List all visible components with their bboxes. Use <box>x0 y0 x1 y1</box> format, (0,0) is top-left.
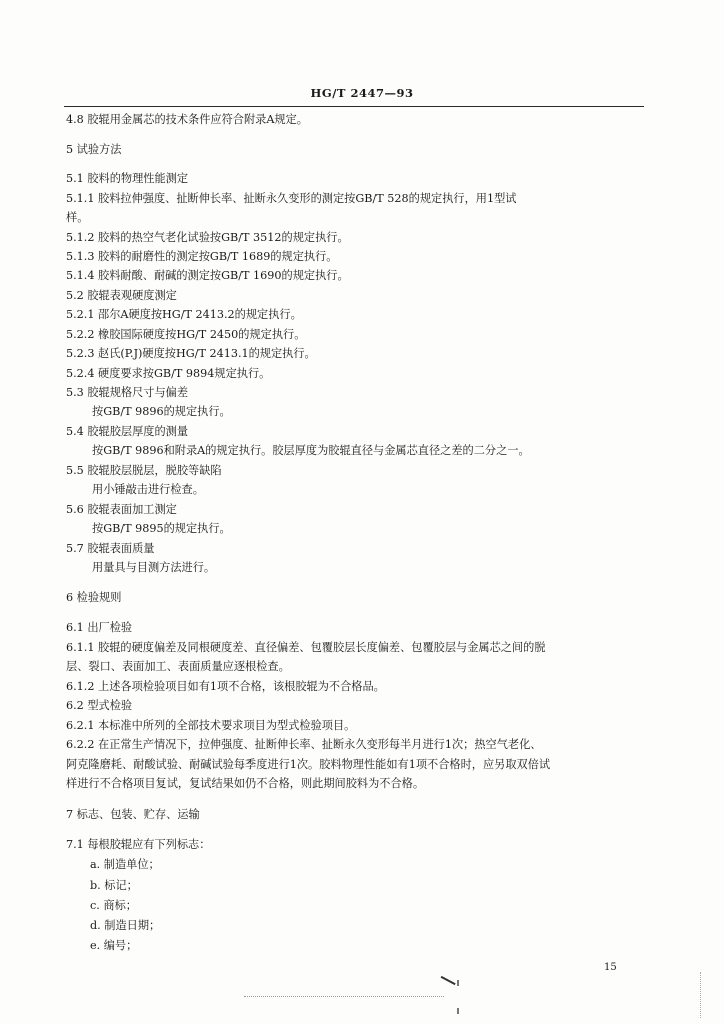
text-line: 按GB/T 9896和附录A的规定执行。胶层厚度为胶辊直径与金属芯直径之差的二分之一。 <box>92 444 530 457</box>
text-line: 5.1 胶料的物理性能测定 <box>66 172 189 185</box>
text-line: 6.1.1 胶辊的硬度偏差及同根硬度差、直径偏差、包覆胶层长度偏差、包覆胶层与金属芯之间的脱 <box>66 641 546 654</box>
page-number: 15 <box>604 962 617 973</box>
text-line: 5.3 胶辊规格尺寸与偏差 <box>66 386 189 399</box>
text-line: 6.2 型式检验 <box>66 699 133 712</box>
text-line: 6.2.1 本标准中所列的全部技术要求项目为型式检验项目。 <box>66 719 356 732</box>
section-heading: 6 检验规则 <box>66 591 122 604</box>
scan-edge <box>700 972 711 1018</box>
text-line: 用量具与目测方法进行。 <box>92 561 216 574</box>
text-line: 5.5 胶辊胶层脱层，脱胶等缺陷 <box>66 464 222 477</box>
text-line: 5.6 胶辊表面加工测定 <box>66 503 177 516</box>
text-line: 5.2.1 邵尔A硬度按HG/T 2413.2的规定执行。 <box>66 308 302 321</box>
page-header: HG/T 2447—93 <box>310 86 414 100</box>
text-line: 5.1.3 胶料的耐磨性的测定按GB/T 1689的规定执行。 <box>66 250 338 263</box>
list-item: a. 制造单位； <box>90 858 160 871</box>
text-line: 阿克隆磨耗、耐酸试验、耐碱试验每季度进行1次。胶料物理性能如有1项不合格时，应另取双倍试 <box>66 758 551 771</box>
list-item: b. 标记； <box>90 879 138 892</box>
section-heading: 5 试验方法 <box>66 143 122 156</box>
section-heading: 7 标志、包装、贮存、运输 <box>66 808 200 821</box>
text-line: 6.2.2 在正常生产情况下，拉伸强度、扯断伸长率、扯断永久变形每半月进行1次；热空气老化、 <box>66 738 542 751</box>
scan-tick <box>457 1008 459 1014</box>
text-line: 5.2.3 赵氏(P.J)硬度按HG/T 2413.1的规定执行。 <box>66 347 316 360</box>
header-rule <box>64 106 644 107</box>
text-line: 6.1.2 上述各项检验项目如有1项不合格，该根胶辊为不合格品。 <box>66 680 385 693</box>
text-line: 5.1.4 胶料耐酸、耐碱的测定按GB/T 1690的规定执行。 <box>66 269 349 282</box>
scan-dotted-line <box>244 996 444 997</box>
text-line: 5.1.2 胶料的热空气老化试验按GB/T 3512的规定执行。 <box>66 231 349 244</box>
text-line: 5.7 胶辊表面质量 <box>66 542 155 555</box>
text-line: 按GB/T 9896的规定执行。 <box>92 405 231 418</box>
list-item: e. 编号； <box>90 939 138 952</box>
text-line: 按GB/T 9895的规定执行。 <box>92 522 231 535</box>
list-item: d. 制造日期； <box>90 919 161 932</box>
text-line: 5.2 胶辊表观硬度测定 <box>66 289 177 302</box>
text-line: 层、裂口、表面加工、表面质量应逐根检查。 <box>66 660 290 673</box>
text-line: 5.2.2 橡胶国际硬度按HG/T 2450的规定执行。 <box>66 328 306 341</box>
text-line: 5.2.4 硬度要求按GB/T 9894规定执行。 <box>66 367 271 380</box>
list-item: c. 商标； <box>90 899 137 912</box>
text-line: 5.1.1 胶料拉伸强度、扯断伸长率、扯断永久变形的测定按GB/T 528的规定执行，用1型试 <box>66 192 517 205</box>
scan-tick <box>457 980 459 986</box>
text-line: 6.1 出厂检验 <box>66 621 133 634</box>
text-line: 样。 <box>66 211 89 224</box>
text-line: 用小锤敲击进行检查。 <box>92 483 204 496</box>
text-line: 样进行不合格项目复试，复试结果如仍不合格，则此期间胶料为不合格。 <box>66 777 425 790</box>
text-line: 4.8 胶辊用金属芯的技术条件应符合附录A规定。 <box>66 113 308 126</box>
text-line: 5.4 胶辊胶层厚度的测量 <box>66 425 189 438</box>
text-line: 7.1 每根胶辊应有下列标志： <box>66 838 211 851</box>
